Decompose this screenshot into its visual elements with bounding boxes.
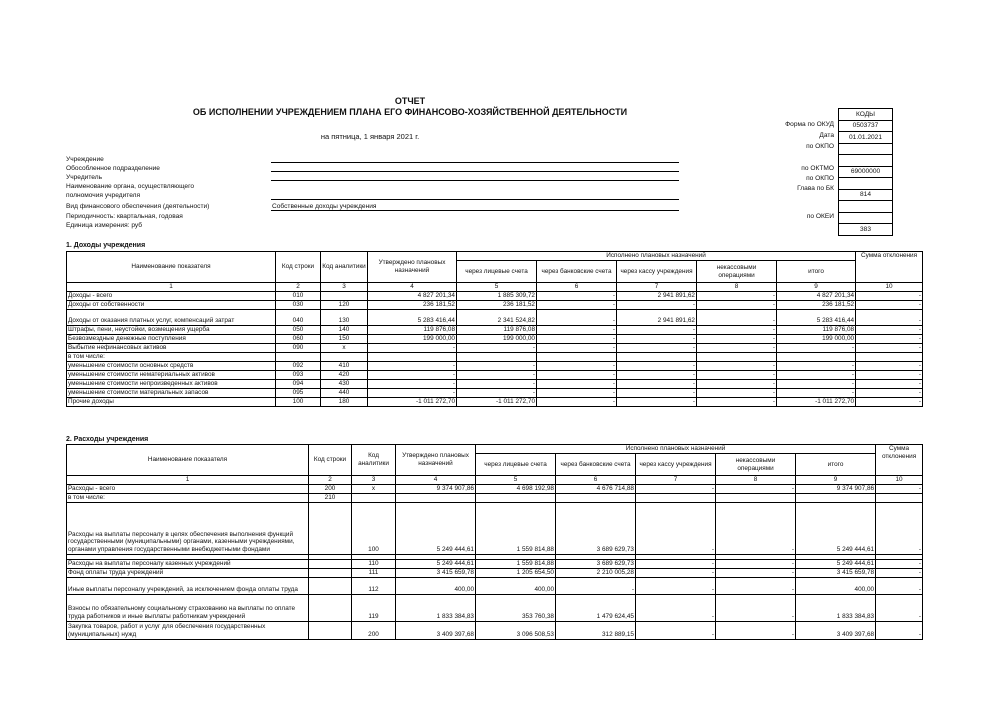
row-approved: 199 000,00: [368, 334, 457, 343]
row-via-personal: [476, 493, 556, 502]
row-via-cash: -: [636, 621, 716, 639]
meta-underline: [271, 180, 679, 181]
row-via-bank: -: [537, 325, 617, 334]
row-line-code: 050: [276, 325, 321, 334]
meta-label-unit: Единица измерения: руб: [66, 222, 143, 229]
row-approved: 5 249 444,61: [396, 502, 476, 554]
row-deviation: -: [876, 594, 923, 621]
okpo2-label: по ОКПО: [806, 175, 834, 182]
col-total: итого: [777, 261, 856, 283]
row-noncash: -: [716, 577, 796, 594]
col-number: 2: [309, 476, 352, 485]
row-total: 9 374 907,86: [796, 484, 876, 493]
row-noncash: -: [716, 559, 796, 568]
row-deviation: -: [856, 291, 923, 300]
row-name: уменьшение стоимости материальных запасов: [67, 388, 276, 397]
col-deviation: Сумма отклонения: [876, 445, 923, 476]
row-name: Взносы по обязательному социальному страхованию на выплаты по оплате труда работников и иные выплаты работникам учреждений: [67, 594, 309, 621]
row-approved: -1 011 272,70: [368, 397, 457, 406]
row-deviation: -: [856, 397, 923, 406]
row-total: 400,00: [796, 577, 876, 594]
row-line-code: 010: [276, 291, 321, 300]
row-line-code: [309, 502, 352, 554]
table-row: [67, 388, 923, 397]
col-via-personal: через лицевые счета: [476, 454, 556, 476]
col-number: 10: [876, 476, 923, 485]
col-name: Наименование показателя: [67, 445, 309, 476]
row-analytic-code: 100: [352, 502, 396, 554]
row-approved: -: [368, 388, 457, 397]
row-line-code: 040: [276, 309, 321, 325]
row-via-bank: [556, 493, 636, 502]
row-deviation: -: [876, 484, 923, 493]
row-line-code: [309, 577, 352, 594]
col-noncash: некассовыми операциями: [716, 454, 796, 476]
col-executed: Исполнено плановых назначений: [476, 445, 876, 454]
row-total: 5 249 444,61: [796, 502, 876, 554]
row-noncash: -: [716, 568, 796, 577]
row-approved: -: [368, 361, 457, 370]
row-total: -: [777, 379, 856, 388]
codes-table: [838, 108, 893, 236]
row-via-cash: -: [636, 568, 716, 577]
row-total: [796, 493, 876, 502]
meta-label-founder: Учредитель: [66, 174, 103, 181]
row-via-cash: -: [617, 361, 697, 370]
row-via-personal: [457, 352, 537, 361]
row-via-bank: 4 676 714,88: [556, 484, 636, 493]
meta-label-periodicity: Периодичность: квартальная, годовая: [66, 213, 183, 220]
col-line-code: Код строки: [309, 445, 352, 476]
row-via-bank: 3 689 629,73: [556, 559, 636, 568]
row-name: Закупка товаров, работ и услуг для обеспечения государственных (муниципальных) нужд: [67, 621, 309, 639]
row-approved: 119 876,08: [368, 325, 457, 334]
row-via-personal: 1 205 654,50: [476, 568, 556, 577]
row-noncash: -: [697, 309, 777, 325]
row-via-cash: 2 941 891,62: [617, 291, 697, 300]
row-line-code: [309, 621, 352, 639]
meta-label-authority-2: полномочия учредителя: [66, 192, 141, 199]
row-via-bank: 312 889,15: [556, 621, 636, 639]
col-number: 1: [67, 283, 276, 292]
col-line-code: Код строки: [276, 252, 321, 283]
row-noncash: -: [697, 379, 777, 388]
col-number: 9: [796, 476, 876, 485]
row-via-cash: -: [617, 388, 697, 397]
meta-underline: [271, 199, 679, 200]
row-via-bank: 1 479 624,45: [556, 594, 636, 621]
row-name: Выбытие нефинансовых активов: [67, 343, 276, 352]
row-analytic-code: 119: [352, 594, 396, 621]
row-total: 3 409 397,68: [796, 621, 876, 639]
row-name: Прочие доходы: [67, 397, 276, 406]
col-executed: Исполнено плановых назначений: [457, 252, 856, 261]
report-title: ОТЧЕТ: [394, 96, 426, 106]
row-line-code: 200: [309, 484, 352, 493]
col-number: 5: [457, 283, 537, 292]
table-row: [67, 559, 923, 568]
row-name: Фонд оплаты труда учреждений: [67, 568, 309, 577]
row-noncash: -: [697, 325, 777, 334]
date-value: 01.01.2021: [839, 132, 893, 144]
table-row: [67, 291, 923, 300]
row-via-cash: -: [636, 594, 716, 621]
row-total: 236 181,52: [777, 300, 856, 309]
row-analytic-code: 420: [321, 370, 368, 379]
row-via-cash: [617, 352, 697, 361]
col-via-cash: через кассу учреждения: [617, 261, 697, 283]
row-analytic-code: 150: [321, 334, 368, 343]
row-deviation: -: [856, 379, 923, 388]
meta-underline: [271, 171, 679, 172]
row-via-personal: -1 011 272,70: [457, 397, 537, 406]
row-name: Доходы - всего: [67, 291, 276, 300]
row-noncash: -: [697, 388, 777, 397]
row-name: Доходы от собственности: [67, 300, 276, 309]
table-row: [67, 361, 923, 370]
row-analytic-code: [321, 291, 368, 300]
col-name: Наименование показателя: [67, 252, 276, 283]
row-analytic-code: 111: [352, 568, 396, 577]
col-number: 9: [777, 283, 856, 292]
table-row: [67, 334, 923, 343]
meta-value-finance-type: Собственные доходы учреждения: [272, 203, 377, 210]
row-deviation: -: [876, 559, 923, 568]
row-total: 119 876,08: [777, 325, 856, 334]
row-via-cash: -: [617, 397, 697, 406]
row-noncash: -: [697, 343, 777, 352]
row-line-code: 060: [276, 334, 321, 343]
col-deviation: Сумма отклонения: [856, 252, 923, 283]
row-deviation: -: [856, 300, 923, 309]
row-deviation: -: [856, 309, 923, 325]
row-deviation: -: [856, 370, 923, 379]
row-total: -: [777, 361, 856, 370]
table-row: [67, 577, 923, 594]
row-via-cash: 2 941 891,62: [617, 309, 697, 325]
row-deviation: -: [856, 334, 923, 343]
row-name: Расходы - всего: [67, 484, 309, 493]
row-analytic-code: 140: [321, 325, 368, 334]
row-approved: 4 827 201,34: [368, 291, 457, 300]
row-name: Доходы от оказания платных услуг, компенсаций затрат: [67, 309, 276, 325]
col-via-personal: через лицевые счета: [457, 261, 537, 283]
table-row: [67, 484, 923, 493]
okud-label: Форма по ОКУД: [785, 121, 834, 128]
row-approved: -: [368, 370, 457, 379]
row-via-cash: -: [617, 370, 697, 379]
col-number: 6: [556, 476, 636, 485]
okpo2-value: [839, 178, 893, 190]
row-via-personal: 3 096 508,53: [476, 621, 556, 639]
col-analytic-code: Код аналитики: [352, 445, 396, 476]
col-via-bank: через банковские счета: [537, 261, 617, 283]
row-line-code: 030: [276, 300, 321, 309]
okei-value: 383: [839, 224, 893, 236]
row-deviation: [876, 493, 923, 502]
table-row: [67, 300, 923, 309]
row-via-personal: 1 559 814,88: [476, 502, 556, 554]
row-line-code: 210: [309, 493, 352, 502]
row-via-bank: -: [537, 397, 617, 406]
table-row: [67, 568, 923, 577]
row-total: -: [777, 343, 856, 352]
row-total: 3 415 659,78: [796, 568, 876, 577]
okpo-value: [839, 143, 893, 155]
expense-table: [66, 444, 923, 640]
row-noncash: -: [716, 594, 796, 621]
row-via-cash: -: [617, 334, 697, 343]
row-via-personal: 199 000,00: [457, 334, 537, 343]
row-via-cash: -: [617, 325, 697, 334]
row-line-code: [309, 568, 352, 577]
row-via-personal: -: [457, 388, 537, 397]
row-via-cash: -: [617, 343, 697, 352]
row-via-personal: 2 341 524,82: [457, 309, 537, 325]
row-via-cash: [636, 493, 716, 502]
bk-value: 814: [839, 189, 893, 201]
row-noncash: -: [716, 502, 796, 554]
row-analytic-code: 110: [352, 559, 396, 568]
oktmo-value: 69000000: [839, 166, 893, 178]
row-deviation: [856, 352, 923, 361]
row-line-code: 090: [276, 343, 321, 352]
row-total: [777, 352, 856, 361]
row-total: 5 249 444,61: [796, 559, 876, 568]
col-number: 1: [67, 476, 309, 485]
row-deviation: -: [876, 502, 923, 554]
row-via-cash: -: [636, 559, 716, 568]
section-expense-title: 2. Расходы учреждения: [66, 436, 149, 443]
col-number: 7: [617, 283, 697, 292]
row-deviation: -: [876, 577, 923, 594]
row-noncash: -: [716, 484, 796, 493]
row-total: 5 283 416,44: [777, 309, 856, 325]
row-approved: 5 249 444,61: [396, 559, 476, 568]
row-approved: 9 374 907,86: [396, 484, 476, 493]
row-line-code: [309, 559, 352, 568]
row-name: Иные выплаты персоналу учреждений, за исключением фонда оплаты труда: [67, 577, 309, 594]
row-approved: -: [368, 379, 457, 388]
row-total: 1 833 384,83: [796, 594, 876, 621]
row-via-bank: -: [556, 577, 636, 594]
row-via-personal: -: [457, 379, 537, 388]
col-number: 4: [396, 476, 476, 485]
row-name: в том числе:: [67, 352, 276, 361]
row-via-bank: -: [537, 370, 617, 379]
col-number: 8: [716, 476, 796, 485]
row-name: Безвозмездные денежные поступления: [67, 334, 276, 343]
row-approved: 400,00: [396, 577, 476, 594]
meta-label-subdivision: Обособленное подразделение: [66, 165, 160, 172]
table-row: [67, 325, 923, 334]
report-subtitle: ОБ ИСПОЛНЕНИИ УЧРЕЖДЕНИЕМ ПЛАНА ЕГО ФИНАНСОВО-ХОЗЯЙСТВЕННОЙ ДЕЯТЕЛЬНОСТИ: [192, 107, 628, 117]
row-via-personal: 236 181,52: [457, 300, 537, 309]
row-via-cash: -: [617, 300, 697, 309]
row-via-bank: -: [537, 379, 617, 388]
row-via-cash: -: [636, 577, 716, 594]
row-approved: 1 833 384,83: [396, 594, 476, 621]
row-analytic-code: 130: [321, 309, 368, 325]
row-deviation: -: [876, 621, 923, 639]
col-approved: Утверждено плановых назначений: [396, 445, 476, 476]
table-row: [67, 309, 923, 325]
row-noncash: [716, 493, 796, 502]
row-via-bank: 2 210 005,28: [556, 568, 636, 577]
row-name: уменьшение стоимости основных средств: [67, 361, 276, 370]
row-via-bank: [537, 352, 617, 361]
row-analytic-code: 112: [352, 577, 396, 594]
col-via-cash: через кассу учреждения: [636, 454, 716, 476]
row-via-personal: -: [457, 370, 537, 379]
meta-label-institution: Учреждение: [66, 156, 104, 163]
row-noncash: -: [697, 291, 777, 300]
row-total: 4 827 201,34: [777, 291, 856, 300]
col-number: 4: [368, 283, 457, 292]
bk-label: Глава по БК: [797, 185, 834, 192]
col-number: 8: [697, 283, 777, 292]
okpo-label: по ОКПО: [806, 143, 834, 150]
row-via-cash: -: [617, 379, 697, 388]
row-noncash: -: [697, 334, 777, 343]
row-line-code: 092: [276, 361, 321, 370]
row-name: Расходы на выплаты персоналу в целях обеспечения выполнения функций государственными (муниципальными) органами, казенными учреждениями, органами управления государственными внебюджетными фондами: [67, 502, 309, 554]
col-approved: Утверждено плановых назначений: [368, 252, 457, 283]
date-label: Дата: [819, 132, 834, 139]
row-deviation: -: [856, 388, 923, 397]
row-approved: 3 409 397,68: [396, 621, 476, 639]
row-noncash: -: [697, 361, 777, 370]
row-via-bank: -: [537, 291, 617, 300]
row-via-bank: -: [537, 343, 617, 352]
income-table: [66, 251, 923, 407]
okei-label: по ОКЕИ: [806, 213, 834, 220]
meta-label-authority: Наименование органа, осуществляющего: [66, 183, 195, 190]
col-analytic-code: Код аналитики: [321, 252, 368, 283]
row-analytic-code: 430: [321, 379, 368, 388]
col-via-bank: через банковские счета: [556, 454, 636, 476]
row-approved: 236 181,52: [368, 300, 457, 309]
row-via-bank: 3 689 629,73: [556, 502, 636, 554]
table-row: [67, 370, 923, 379]
table-row: [67, 493, 923, 502]
row-analytic-code: 440: [321, 388, 368, 397]
table-row: [67, 621, 923, 639]
row-analytic-code: [352, 493, 396, 502]
row-noncash: -: [697, 397, 777, 406]
col-number: 2: [276, 283, 321, 292]
col-noncash: некассовыми операциями: [697, 261, 777, 283]
row-via-bank: -: [537, 309, 617, 325]
row-approved: 5 283 416,44: [368, 309, 457, 325]
row-approved: -: [368, 343, 457, 352]
row-line-code: 093: [276, 370, 321, 379]
row-name: Штрафы, пени, неустойки, возмещения ущерба: [67, 325, 276, 334]
row-deviation: -: [856, 325, 923, 334]
row-line-code: [309, 594, 352, 621]
row-name: уменьшение стоимости нематериальных активов: [67, 370, 276, 379]
row-noncash: -: [697, 370, 777, 379]
row-via-personal: -: [457, 361, 537, 370]
row-deviation: -: [856, 361, 923, 370]
row-via-bank: -: [537, 334, 617, 343]
row-via-bank: -: [537, 300, 617, 309]
row-analytic-code: 200: [352, 621, 396, 639]
row-via-cash: -: [636, 484, 716, 493]
row-analytic-code: [321, 352, 368, 361]
row-line-code: 095: [276, 388, 321, 397]
row-via-personal: -: [457, 343, 537, 352]
row-via-personal: 353 760,38: [476, 594, 556, 621]
oktmo-label: по ОКТМО: [801, 165, 834, 172]
row-analytic-code: x: [321, 343, 368, 352]
row-approved: 3 415 659,78: [396, 568, 476, 577]
row-analytic-code: 410: [321, 361, 368, 370]
row-via-personal: 1 885 309,72: [457, 291, 537, 300]
meta-underline: [271, 162, 679, 163]
row-deviation: -: [856, 343, 923, 352]
row-noncash: [697, 352, 777, 361]
row-analytic-code: 120: [321, 300, 368, 309]
row-line-code: 100: [276, 397, 321, 406]
row-via-personal: 119 876,08: [457, 325, 537, 334]
table-row: [67, 352, 923, 361]
row-total: -: [777, 388, 856, 397]
row-total: 199 000,00: [777, 334, 856, 343]
row-approved: [396, 493, 476, 502]
table-row: [67, 397, 923, 406]
col-number: 10: [856, 283, 923, 292]
row-via-cash: -: [636, 502, 716, 554]
col-number: 6: [537, 283, 617, 292]
row-line-code: [276, 352, 321, 361]
col-total: итого: [796, 454, 876, 476]
row-via-personal: 4 698 192,98: [476, 484, 556, 493]
table-row: [67, 502, 923, 554]
row-name: в том числе:: [67, 493, 309, 502]
row-deviation: -: [876, 568, 923, 577]
col-number: 5: [476, 476, 556, 485]
table-row: [67, 594, 923, 621]
row-total: -: [777, 370, 856, 379]
row-noncash: -: [697, 300, 777, 309]
section-income-title: 1. Доходы учреждения: [66, 242, 146, 249]
row-analytic-code: x: [352, 484, 396, 493]
meta-label-finance-type: Вид финансового обеспечения (деятельности): [66, 203, 210, 210]
table-row: [67, 343, 923, 352]
row-line-code: 094: [276, 379, 321, 388]
row-via-personal: 1 559 814,88: [476, 559, 556, 568]
row-approved: [368, 352, 457, 361]
col-number: 3: [352, 476, 396, 485]
report-date: на пятница, 1 января 2021 г.: [320, 132, 420, 141]
col-number: 7: [636, 476, 716, 485]
row-name: Расходы на выплаты персоналу казенных учреждений: [67, 559, 309, 568]
row-noncash: -: [716, 621, 796, 639]
codes-heading: КОДЫ: [839, 109, 893, 121]
row-analytic-code: 180: [321, 397, 368, 406]
row-via-bank: -: [537, 361, 617, 370]
row-via-personal: 400,00: [476, 577, 556, 594]
meta-underline: [271, 210, 679, 211]
table-row: [67, 379, 923, 388]
row-via-bank: -: [537, 388, 617, 397]
okud-value: 0503737: [839, 120, 893, 132]
row-name: уменьшение стоимости непроизведенных активов: [67, 379, 276, 388]
col-number: 3: [321, 283, 368, 292]
row-total: -1 011 272,70: [777, 397, 856, 406]
